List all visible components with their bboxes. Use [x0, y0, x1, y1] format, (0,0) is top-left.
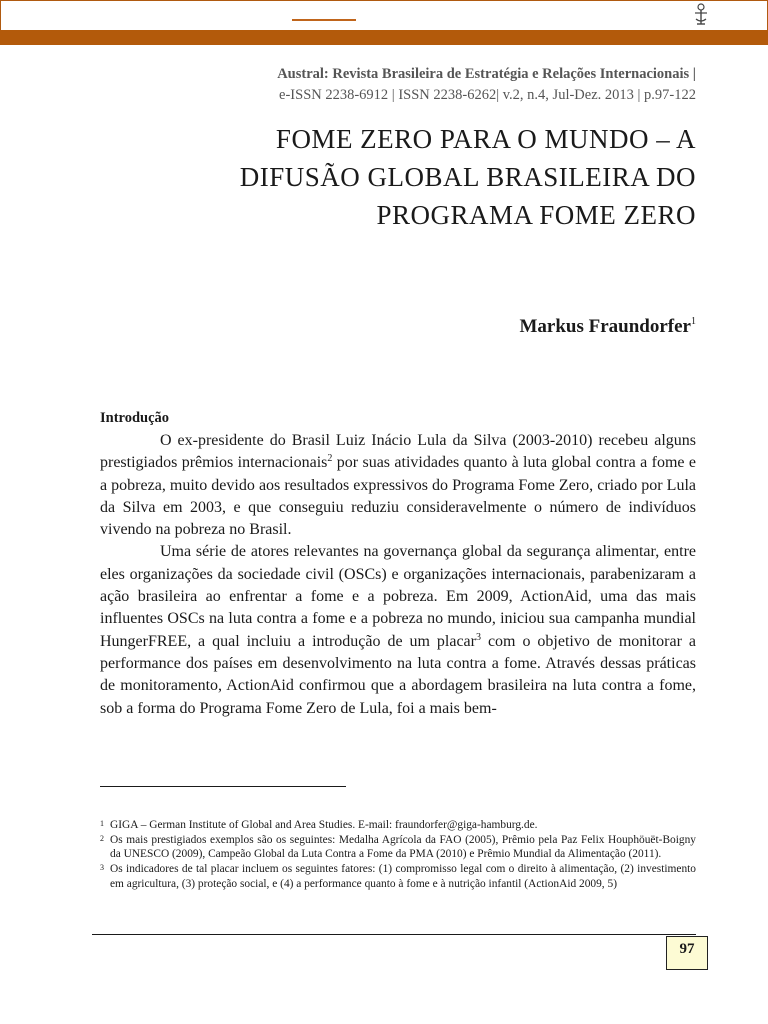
footnote-ref: 2	[327, 453, 333, 465]
footnote-text: GIGA – German Institute of Global and Area Studies. E-mail: fraundorfer@giga-hamburg.de.	[110, 819, 538, 831]
page-number: 97	[666, 936, 708, 970]
footnotes	[100, 818, 696, 892]
title-line: FOME ZERO PARA O MUNDO – A	[275, 124, 696, 154]
author	[519, 316, 696, 338]
journal-header	[96, 64, 696, 106]
footnote-text: Os mais prestigiados exemplos são os seguintes: Medalha Agrícola da FAO (2005), Prêmio pela Paz Felix Houphöuët-Boigny da UNESCO (2009), Campeão Global da Luta Contra a Fome da PMA (2010) e Prêmio Mundial da Alimentação (2011).	[110, 833, 696, 861]
paragraph-text: O ex-presidente do Brasil Luiz Inácio Lula da Silva (2003-2010) recebeu alguns prestigiados prêmios internacionais	[100, 432, 696, 472]
footnote-separator	[100, 786, 346, 787]
author-footnote-ref: 1	[691, 316, 696, 327]
journal-logo-icon	[690, 2, 712, 26]
paragraph	[100, 541, 696, 719]
paragraph-text: Uma série de atores relevantes na governança global da segurança alimentar, entre eles organizações da sociedade civil (OSCs) e organizações internacionais, parabenizaram a ação brasileira ao enfrentar a fome e a pobreza. Em 2009, ActionAid, uma das mais influentes OSCs na luta contra a fome e a pobreza no mundo, iniciou sua campanha mundial HungerFREE, a qual incluiu a introdução de um placar	[100, 543, 696, 650]
footnote	[100, 818, 696, 833]
footnote	[100, 833, 696, 862]
paragraph-text: por suas atividades quanto à luta global contra a fome e a pobreza, muito devido aos resultados expressivos do Programa Fome Zero, criado por Lula da Silva em 2003, e que conseguiu reduziu consideravelmente o número de indivíduos vivendo na pobreza no Brasil.	[100, 454, 697, 539]
footnote-text: Os indicadores de tal placar incluem os seguintes fatores: (1) compromisso legal com o direito à alimentação, (2) investimento em agricultura, (3) proteção social, e (4) a performance quanto à fome e à nutrição infantil (ActionAid 2009, 5)	[110, 863, 696, 890]
footnote-number: 1	[100, 819, 104, 828]
journal-issn: e-ISSN 2238-6912 | ISSN 2238-6262| v.2, n.4, Jul-Dez. 2013 | p.97-122	[279, 87, 696, 103]
footnote-ref: 3	[475, 631, 481, 643]
author-name: Markus Fraundorfer	[519, 316, 691, 337]
footnote-number: 3	[100, 863, 104, 873]
top-accent-rule	[292, 19, 356, 21]
paragraph-text: com o objetivo de monitorar a performance dos países em desenvolvimento na luta contra a fome. Através dessas práticas de monitoramento, ActionAid confirmou que a abordagem brasileira na luta contra a fome, sob a forma do Programa Fome Zero de Lula, foi a mais bem-	[100, 632, 696, 717]
article-title	[96, 120, 696, 234]
paragraph	[100, 430, 696, 541]
body-text	[100, 430, 696, 720]
footnote	[100, 862, 696, 891]
journal-name: Austral: Revista Brasileira de Estratégia e Relações Internacionais |	[277, 66, 696, 82]
title-line: PROGRAMA FOME ZERO	[376, 200, 696, 230]
top-accent-bar	[0, 30, 768, 45]
title-line: DIFUSÃO GLOBAL BRASILEIRA DO	[239, 162, 696, 192]
page-bottom-rule	[92, 934, 696, 935]
footnote-number: 2	[100, 833, 104, 843]
section-heading: Introdução	[100, 410, 170, 426]
